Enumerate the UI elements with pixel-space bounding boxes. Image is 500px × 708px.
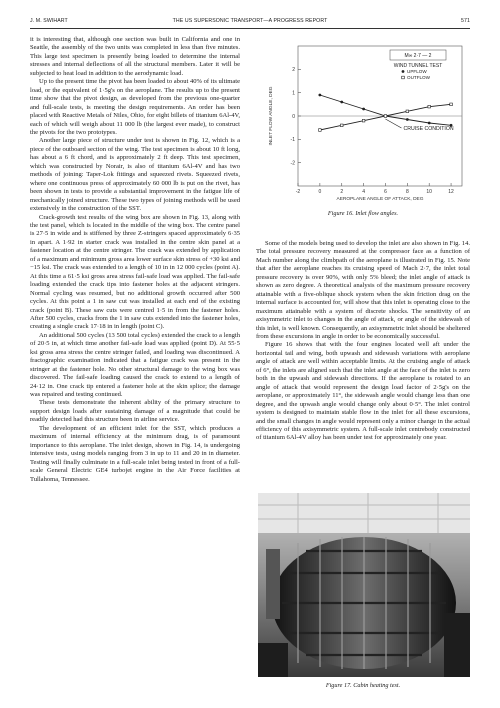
legend-marker-outflow bbox=[402, 76, 405, 79]
y-tick-label: 0 bbox=[292, 113, 295, 120]
paragraph: Another large piece of structure under test is shown in Fig. 12, which is a piece of the outboard section of the wing. The test specimen is about 10 ft long, has about a 6 ft chord, and is approximately 2 ft deep. This test specimen, which was constructed by Norair, is also of titanium 6Al-4V and has two methods of joining: Taper-Lok fittings and squeezed rivets. Squeezed rivets, where one continuous press of approximately 60 000 lb is put on the rivet, has been shown in tests to provide a substantial improvement in the fatigue life of mechanically joined structure. These two types of joining methods will be used extensively in the construction of the SST. bbox=[30, 137, 240, 213]
x-tick-label: 2 bbox=[340, 189, 344, 195]
paragraph: An additional 500 cycles (13 500 total cycles) extended the crack to a length of 20·5 in, at which time another fail-safe load was applied (point D). At 55·5 ksi gross area stress the centre stringer failed, and loading was discontinued. A fractographic examination indicated that a fatigue crack was present in the stringer at the fastener hole. No other structural damage to the wing box was discovered. The fail-safe loading caused the crack to extend to a length of 24·12 in. One crack tip entered a fastener hole at the skin splice; the damage was repaired and testing continued. bbox=[30, 331, 240, 399]
legend-label-outflow: OUTFLOW bbox=[407, 75, 430, 80]
left-column bbox=[30, 36, 240, 676]
series-line-upflow bbox=[320, 95, 451, 125]
x-tick-label: 4 bbox=[362, 189, 365, 195]
data-point-upflow bbox=[428, 122, 431, 125]
annotation-leader bbox=[385, 119, 401, 128]
x-tick-label: 0 bbox=[318, 189, 322, 195]
figure-16-caption: Figure 16. Inlet flow angles. bbox=[327, 210, 399, 217]
legend-label-upflow: UPFLOW bbox=[407, 69, 427, 74]
legend-title: WIND TUNNEL TEST bbox=[393, 63, 443, 69]
data-point-outflow bbox=[340, 124, 343, 127]
header-author: J. M. SWIHART bbox=[30, 18, 68, 24]
paragraph: Some of the models being used to develop the inlet are also shown in Fig. 14. The total pressure recovery measured at the compressor face as a function of Mach number along the climbpath of the aeroplane is illustrated in Fig. 15. Note that after the aeroplane reaches its cruising speed of Mach 2·7, the inlet total pressure recovery is over 90%, with only 5% bleed; the inlet angle of attack is shown as zero degree. A theoretical analysis of the maximum pressure recovery attainable with a five-oblique shock system when the skin friction drag on the internal surface is accounted for, will show that this inlet is operating close to the maximum attainable with a system of discrete shocks. The sensitivity of an axisymmetric inlet to changes in the angle of attack, or angle of the sidewash of this inlet, is well known. Consequently, an axisymmetric inlet should be sheltered from these excursions in angle in order to be economically successful. bbox=[256, 240, 470, 340]
header-title: THE US SUPERSONIC TRANSPORT—A PROGRESS REPORT bbox=[172, 18, 328, 24]
figure-16-chart bbox=[262, 36, 470, 202]
data-point-outflow bbox=[450, 103, 453, 106]
x-tick-label: 12 bbox=[448, 189, 454, 195]
data-point-outflow bbox=[428, 105, 431, 108]
page-number: 571 bbox=[461, 18, 470, 24]
right-column bbox=[256, 240, 470, 485]
paragraph: These tests demonstrate the inherent ability of the primary structure to support design loads after sustaining damage of a magnitude that could be readily detected had this structure been in airline service. bbox=[30, 399, 240, 424]
header-rule bbox=[30, 28, 470, 29]
data-point-outflow bbox=[406, 110, 409, 113]
x-tick-label: 10 bbox=[426, 189, 432, 195]
cabin-heating-test-image bbox=[258, 493, 470, 677]
x-tick-label: 6 bbox=[384, 189, 387, 195]
data-point-upflow bbox=[406, 118, 409, 121]
legend-mach-label: M∞ 2·7 — 2 bbox=[404, 53, 432, 59]
data-point-outflow bbox=[384, 115, 387, 118]
x-tick-label: 8 bbox=[405, 189, 409, 195]
figure-17-photo bbox=[258, 493, 470, 677]
paragraph: Figure 16 shows that with the four engines located well aft under the horizontal tail and wing, both upwash and sidewash variations with aeroplane angle of attack are well within acceptable limits. At the cruising angle of attack of 6°, the inlets are aligned such that the inlet angle at the face of the inlet is zero both in the upwash and sidewash directions. If the aeroplane is rotated to an angle of attack that would represent the design load factor of 2·5g's on the aeroplane, or approximately 11°, the sidewash angle would change less than one degree, and the upwash angle would change only about 0·5°. The inlet control system is designed to maintain stable flow in the inlet for all these excursions, and the small changes in angle would represent only a minor change in the actual efficiency of this axisymmetric system. A full-scale inlet centrebody constructed of titanium 6Al-4V alloy has been under test for approximately one year. bbox=[256, 341, 470, 442]
legend-marker-upflow bbox=[402, 70, 405, 73]
data-point-upflow bbox=[318, 94, 321, 97]
cruise-condition-label: CRUISE CONDITION bbox=[403, 126, 454, 132]
paragraph: it is interesting that, although one section was built in California and one in Seattle, the assembly of the two units was completed in less than five minutes. This large test specimen is presently being loaded to determine the internal stresses and internal deflections of all the structural members. Later it will be subjected to heat load in addition to the aerodynamic load. bbox=[30, 36, 240, 77]
paragraph: Crack-growth test results of the wing box are shown in Fig. 13, along with the test panel, which is located in the middle of the wing box. The centre panel is 27·5 in wide and is stiffened by three Z-stringers spaced approximately 6·35 in apart. A 1·92 in starter crack was installed in the centre skin panel at a fastener location at the centre stringer. The crack was extended by application of a maximum and minimum gross area lower surface skin stress of +30 ksi and −15 ksi. The crack was extended to a length of 10 in in 12 000 cycles (point A). At this time a 61·5 ksi gross area stress fail-safe load was applied. The fail-safe loading extended the crack tips into fastener holes at the adjacent stringers. Normal cycling was resumed, but no additional growth occurred after 500 cycles. At this point a 1 in saw cut was installed at each end of the existing crack (point B). These saw cuts were centred 1·5 in from the fastener holes. After 500 cycles, cracks from the 1 in saw cuts extended into the fastener holes, creating a single crack 17·18 in in length (point C). bbox=[30, 213, 240, 331]
data-point-upflow bbox=[362, 108, 365, 111]
y-tick-label: -1 bbox=[290, 137, 295, 144]
figure-17-caption: Figure 17. Cabin heating test. bbox=[325, 682, 401, 689]
x-axis-label: AEROPLANE ANGLE OF ATTACK, DEG bbox=[336, 197, 424, 202]
data-point-outflow bbox=[362, 119, 365, 122]
data-point-upflow bbox=[340, 101, 343, 104]
y-tick-label: -2 bbox=[290, 160, 295, 167]
y-tick-label: 2 bbox=[292, 67, 295, 74]
paragraph: The development of an efficient inlet for the SST, which produces a maximum of internal efficiency at the minimum drag, is of paramount importance to this aeroplane. The inlet design, shown in Fig. 14, is undergoing intensive tests, using models ranging from 3 in up to 11 and 20 in in diameter. Testing will finally culminate in a full-scale inlet being tested in front of a full-scale General Electric GE4 turbojet engine in the Air Force facilities at Tullahoma, Tennessee. bbox=[30, 424, 240, 483]
paragraph: Up to the present time the pivot has been loaded to about 40% of its ultimate load, or the equivalent of 1·5g's on the aeroplane. The results up to the present time show that the pivot design, as developed from the previous one-quarter and full-scale tests, is meeting the design requirements. An order has been placed with Reactive Metals of Niles, Ohio, for eight billets of titanium 6Al-4V, each of which will weigh about 11 000 lb (the largest ever made), to construct the pivots for the two prototypes. bbox=[30, 78, 240, 136]
x-tick-label: -2 bbox=[295, 189, 301, 195]
y-axis-label: INLET FLOW ANGLE, DEG bbox=[269, 86, 274, 146]
y-tick-label: 1 bbox=[292, 90, 295, 97]
data-point-outflow bbox=[319, 129, 322, 132]
